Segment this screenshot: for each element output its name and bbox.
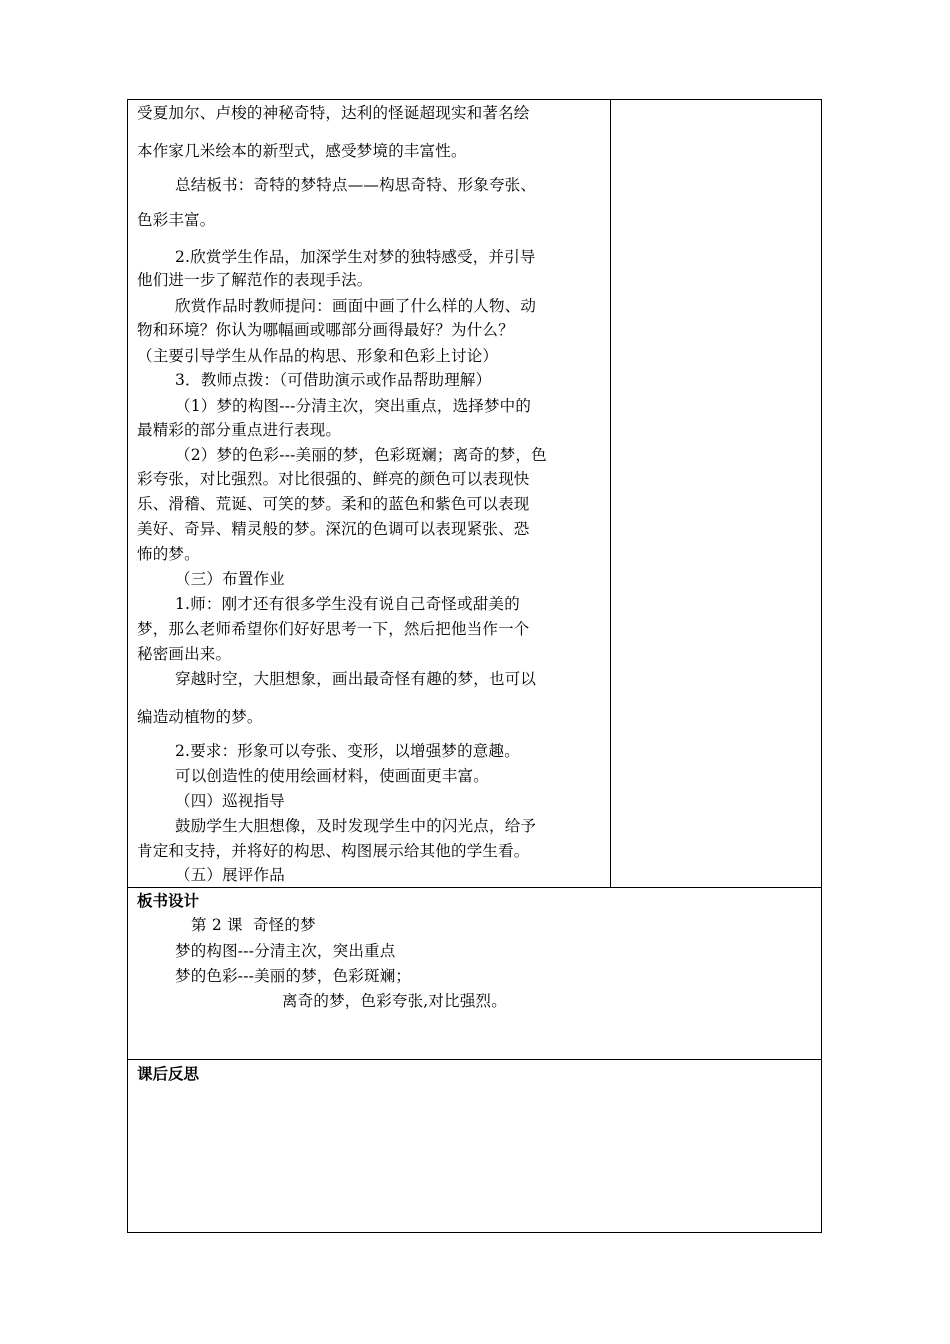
text-line: 最精彩的部分重点进行表现。 xyxy=(137,421,342,439)
text-line: （四）巡视指导 xyxy=(175,792,285,810)
text-line: 美好、奇异、精灵般的梦。深沉的色调可以表现紧张、恐 xyxy=(137,520,530,538)
text-line: （1）梦的构图---分清主次，突出重点，选择梦中的 xyxy=(175,397,532,415)
text-line: （三）布置作业 xyxy=(175,570,285,588)
row-divider-reflection xyxy=(127,1059,822,1060)
reflection-heading: 课后反思 xyxy=(137,1065,200,1083)
text-line: 穿越时空，大胆想象，画出最奇怪有趣的梦，也可以 xyxy=(175,670,537,688)
text-line: 本作家几米绘本的新型式，感受梦境的丰富性。 xyxy=(137,142,467,160)
text-line: 梦，那么老师希望你们好好思考一下，然后把他当作一个 xyxy=(137,620,530,638)
text-line: （2）梦的色彩---美丽的梦，色彩斑斓；离奇的梦，色 xyxy=(175,446,547,464)
text-line: 总结板书：奇特的梦特点——构思奇特、形象夸张、 xyxy=(175,176,537,194)
text-line: 怖的梦。 xyxy=(137,545,200,563)
text-line: 欣赏作品时教师提问：画面中画了什么样的人物、动 xyxy=(175,297,537,315)
text-line: 物和环境？你认为哪幅画或哪部分画得最好？为什么？ xyxy=(137,321,514,339)
board-line: 离奇的梦，色彩夸张,对比强烈。 xyxy=(282,992,507,1010)
text-line: 鼓励学生大胆想像，及时发现学生中的闪光点，给予 xyxy=(175,817,537,835)
column-divider xyxy=(610,99,611,888)
text-line: 他们进一步了解范作的表现手法。 xyxy=(137,271,373,289)
text-line: 3．教师点拨：（可借助演示或作品帮助理解） xyxy=(175,371,492,389)
text-line: 秘密画出来。 xyxy=(137,645,232,663)
text-line: （五）展评作品 xyxy=(175,866,285,884)
board-line: 梦的构图---分清主次，突出重点 xyxy=(175,942,396,960)
text-line: 编造动植物的梦。 xyxy=(137,708,263,726)
text-line: 色彩丰富。 xyxy=(137,211,216,229)
text-line: 1.师：刚才还有很多学生没有说自己奇怪或甜美的 xyxy=(175,595,520,613)
text-line: 肯定和支持，并将好的构思、构图展示给其他的学生看。 xyxy=(137,842,530,860)
board-design-heading: 板书设计 xyxy=(137,892,200,910)
text-line: （主要引导学生从作品的构思、形象和色彩上讨论） xyxy=(137,347,499,365)
text-line: 彩夸张，对比强烈。对比很强的、鲜亮的颜色可以表现快 xyxy=(137,470,530,488)
board-line: 梦的色彩---美丽的梦，色彩斑斓； xyxy=(175,967,412,985)
text-line: 受夏加尔、卢梭的神秘奇特，达利的怪诞超现实和著名绘 xyxy=(137,104,530,122)
row-divider-board xyxy=(127,887,822,888)
text-line: 2.欣赏学生作品，加深学生对梦的独特感受，并引导 xyxy=(175,248,536,266)
text-line: 2.要求：形象可以夸张、变形，以增强梦的意趣。 xyxy=(175,742,520,760)
text-line: 乐、滑稽、荒诞、可笑的梦。柔和的蓝色和紫色可以表现 xyxy=(137,495,530,513)
text-line: 可以创造性的使用绘画材料，使画面更丰富。 xyxy=(175,767,490,785)
board-title-line: 第 2 课 奇怪的梦 xyxy=(191,916,316,934)
